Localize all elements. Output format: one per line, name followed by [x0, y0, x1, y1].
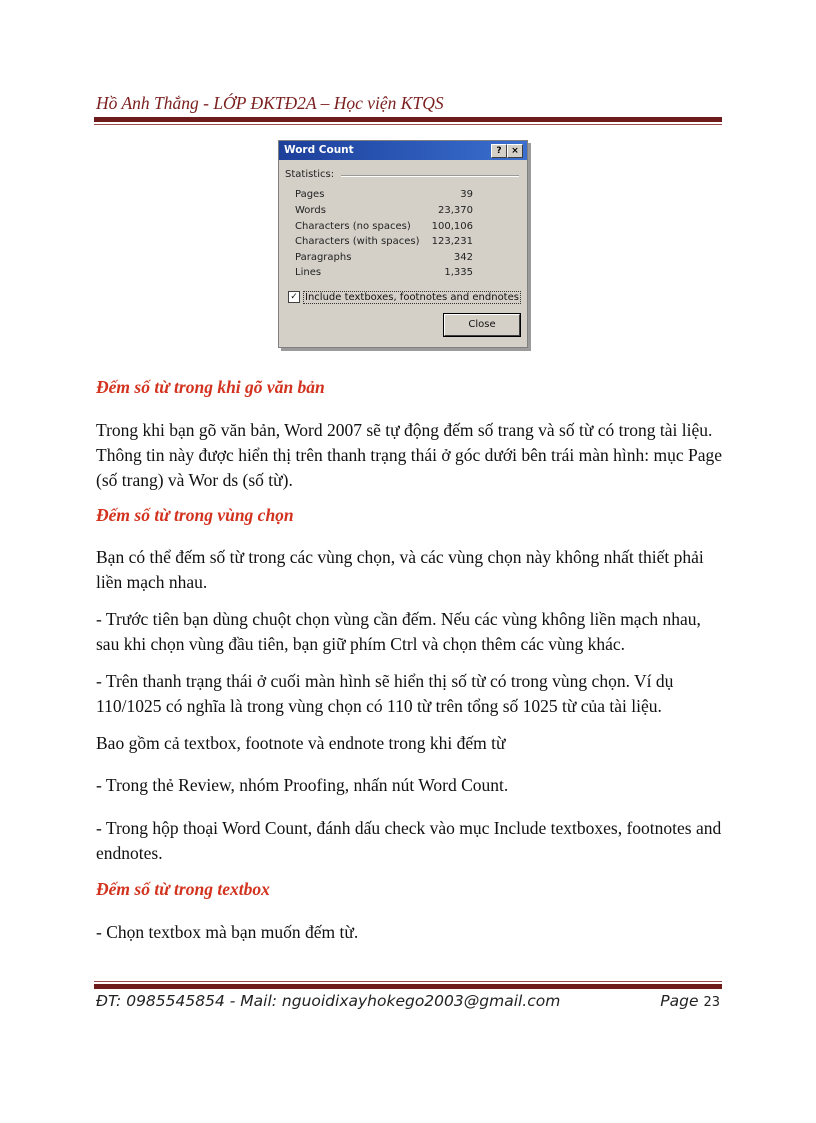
stat-value: 123,231	[431, 236, 473, 247]
help-button[interactable]: ?	[491, 144, 507, 158]
footer-contact: ĐT: 0985545854 - Mail: nguoidixayhokego2003@gmail.com	[96, 992, 561, 1010]
stat-value: 1,335	[444, 267, 473, 278]
statistics-label: Statistics:	[285, 169, 335, 180]
footer-page	[660, 992, 720, 1010]
close-button[interactable]: Close	[444, 314, 520, 336]
section-heading: Đếm số từ trong textbox	[96, 879, 270, 899]
close-x-button[interactable]: ×	[507, 144, 523, 158]
paragraph: Trong khi bạn gõ văn bản, Word 2007 sẽ tự động đếm số trang và số từ có trong tài liệu. Thông tin này được hiển thị trên thanh trạng thái ở góc dưới bên trái màn hình: mục Page (số trang) và Wor ds (số từ).	[96, 420, 723, 490]
stat-value: 342	[453, 252, 473, 263]
page-header: Hồ Anh Thắng - LỚP ĐKTĐ2A – Học viện KTQS	[96, 93, 444, 113]
word-count-dialog	[278, 140, 528, 348]
dialog-title: Word Count	[284, 144, 354, 156]
page-number: 23	[703, 995, 720, 1010]
include-textboxes-option[interactable]	[288, 291, 521, 303]
stat-row-words	[295, 205, 473, 220]
section-heading: Đếm số từ trong vùng chọn	[96, 505, 294, 525]
stat-label: Characters (with spaces)	[295, 236, 420, 247]
section-heading: Đếm số từ trong khi gõ văn bản	[96, 377, 325, 397]
paragraph: - Trên thanh trạng thái ở cuối màn hình sẽ hiển thị số từ có trong vùng chọn. Ví dụ 110/1025 có nghĩa là trong vùng chọn có 110 từ trên tổng số 1025 từ của tài liệu.	[96, 671, 674, 716]
stat-row-lines	[295, 267, 473, 282]
footer-rule	[94, 984, 722, 989]
stat-row-characters-with-spaces	[295, 236, 473, 251]
page-label: Page	[660, 992, 699, 1010]
header-rule	[94, 117, 722, 122]
stat-row-pages	[295, 189, 473, 204]
stat-value: 39	[460, 189, 473, 200]
stat-value: 23,370	[438, 205, 473, 216]
stat-value: 100,106	[431, 221, 473, 232]
stat-label: Lines	[295, 267, 322, 278]
stat-label: Characters (no spaces)	[295, 221, 411, 232]
stat-label: Pages	[295, 189, 325, 200]
footer-rule-thin	[94, 981, 722, 982]
paragraph: - Chọn textbox mà bạn muốn đếm từ.	[96, 922, 359, 942]
stat-label: Paragraphs	[295, 252, 352, 263]
paragraph: - Trước tiên bạn dùng chuột chọn vùng cần đếm. Nếu các vùng không liền mạch nhau, sau khi chọn vùng đầu tiên, bạn giữ phím Ctrl và chọn thêm các vùng khác.	[96, 609, 701, 654]
include-textboxes-label[interactable]: Include textboxes, footnotes and endnotes	[305, 291, 519, 303]
paragraph: Bạn có thể đếm số từ trong các vùng chọn, và các vùng chọn này không nhất thiết phải liền mạch nhau.	[96, 547, 704, 592]
include-textboxes-checkbox[interactable]: ✓	[288, 291, 300, 303]
paragraph: - Trong hộp thoại Word Count, đánh dấu check vào mục Include textboxes, footnotes and endnotes.	[96, 818, 722, 863]
statistics-divider	[341, 175, 519, 177]
header-rule-thin	[94, 124, 722, 125]
paragraph: - Trong thẻ Review, nhóm Proofing, nhấn nút Word Count.	[96, 775, 509, 795]
stat-label: Words	[295, 205, 326, 216]
dialog-titlebar	[279, 141, 527, 160]
stat-row-characters-no-spaces	[295, 221, 473, 236]
stat-row-paragraphs	[295, 252, 473, 267]
paragraph: Bao gồm cả textbox, footnote và endnote trong khi đếm từ	[96, 733, 506, 753]
